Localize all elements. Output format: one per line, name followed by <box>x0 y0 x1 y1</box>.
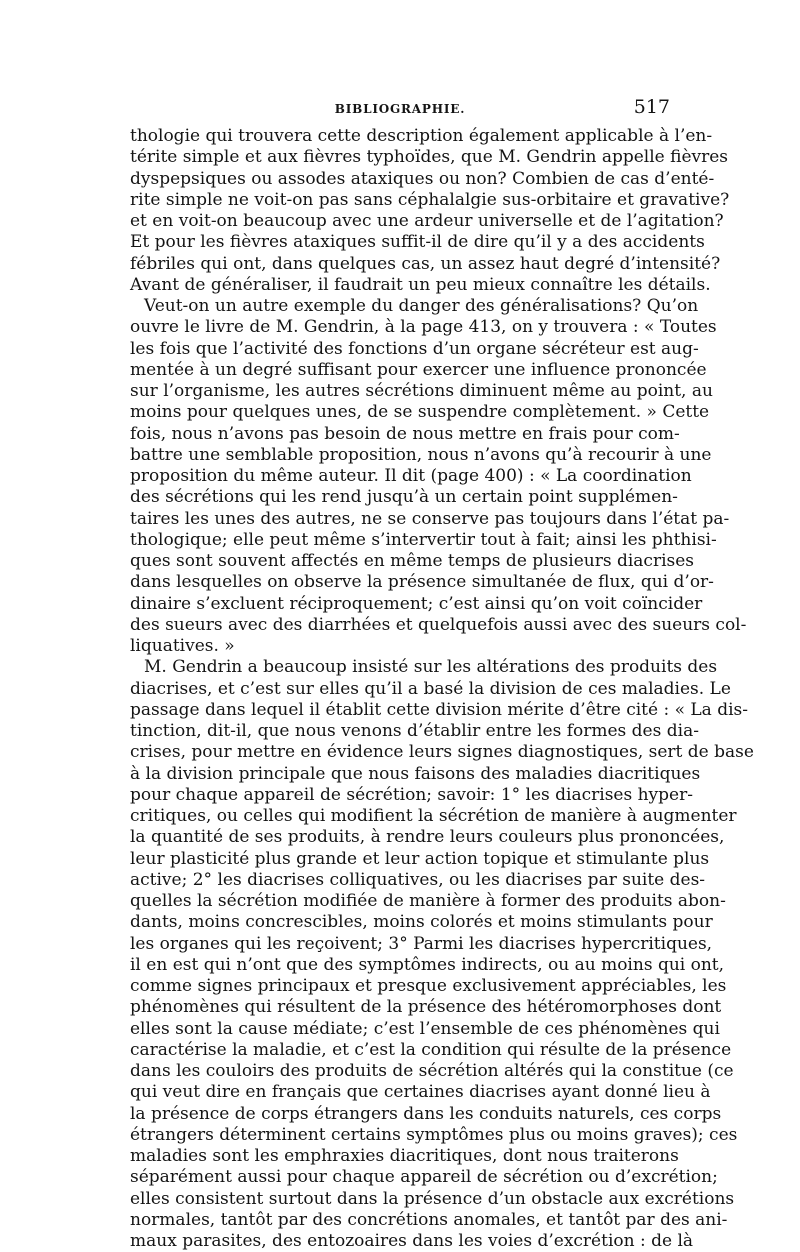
text-line: elles consistent surtout dans la présence d’un obstacle aux excrétions <box>130 1188 735 1209</box>
text-line: quelles la sécrétion modifiée de manière à former des produits abon- <box>130 891 726 911</box>
text-line: tinction, dit-il, que nous venons d’établir entre les formes des dia- <box>130 721 699 741</box>
text-line: caractérise la maladie, et c’est la condition qui résulte de la présence <box>130 1039 732 1060</box>
text-line: fois, nous n’avons pas besoin de nous mettre en frais pour com- <box>130 423 680 444</box>
text-line: liquatives. » <box>130 636 235 656</box>
text-line: pour chaque appareil de sécrétion; savoir: 1° les diacrises hyper- <box>130 784 693 805</box>
text-line: leur plasticité plus grande et leur action topique et stimulante plus <box>130 848 710 869</box>
text-line: térite simple et aux fièvres typhoïdes, que M. Gendrin appelle fièvres <box>130 147 729 168</box>
running-title: BIBLIOGRAPHIE. <box>334 102 466 116</box>
text-line: ouvre le livre de M. Gendrin, à la page 413, on y trouvera : « Toutes <box>130 317 717 338</box>
text-line: séparément aussi pour chaque appareil de sécrétion ou d’excrétion; <box>130 1167 718 1188</box>
body-text <box>130 126 754 1252</box>
text-line: des sueurs avec des diarrhées et quelquefois aussi avec des sueurs col- <box>130 614 747 635</box>
text-line: critiques, ou celles qui modifient la sécrétion de manière à augmenter <box>130 806 737 826</box>
text-line: dants, moins concrescibles, moins colorés et moins stimulants pour <box>130 912 713 933</box>
text-line: comme signes principaux et presque exclusivement appréciables, les <box>130 976 727 996</box>
text-line: qui veut dire en français que certaines diacrises ayant donné lieu à <box>130 1082 711 1103</box>
text-line: ques sont souvent affectés en même temps de plusieurs diacrises <box>130 551 695 571</box>
text-line: les organes qui les reçoivent; 3° Parmi les diacrises hypercritiques, <box>130 933 713 954</box>
text-line: passage dans lequel il établit cette division mérite d’être cité : « La dis- <box>130 699 749 720</box>
text-line: sur l’organisme, les autres sécrétions diminuent même au point, au <box>130 381 713 401</box>
text-line: étrangers déterminent certains symptômes plus ou moins graves); ces <box>130 1124 738 1145</box>
text-line: et en voit-on beaucoup avec une ardeur universelle et de l’agitation? <box>130 211 724 231</box>
text-line: thologie qui trouvera cette description également applicable à l’en- <box>130 126 713 146</box>
text-line: Veut-on un autre exemple du danger des généralisations? Qu’on <box>144 296 699 316</box>
text-line: M. Gendrin a beaucoup insisté sur les altérations des produits des <box>144 657 718 678</box>
text-line: diacrises, et c’est sur elles qu’il a basé la division de ces maladies. Le <box>130 678 731 699</box>
text-line: moins pour quelques unes, de se suspendre complètement. » Cette <box>130 402 710 423</box>
text-line: dans les couloirs des produits de sécrétion altérés qui la constitue (ce <box>130 1061 734 1081</box>
text-line: la quantité de ses produits, à rendre leurs couleurs plus prononcées, <box>130 827 725 848</box>
text-line: à la division principale que nous faisons des maladies diacritiques <box>130 763 701 784</box>
text-line: dans lesquelles on observe la présence simultanée de flux, qui d’or- <box>130 572 714 593</box>
text-line: mentée à un degré suffisant pour exercer une influence prononcée <box>130 359 707 380</box>
text-line: maux parasites, des entozoaires dans les voies d’excrétion : de là <box>130 1231 694 1251</box>
text-line: fébriles qui ont, dans quelques cas, un assez haut degré d’intensité? <box>130 253 721 274</box>
text-line: dinaire s’excluent réciproquement; c’est ainsi qu’on voit coïncider <box>130 593 703 614</box>
text-line: la présence de corps étrangers dans les conduits naturels, ces corps <box>130 1103 722 1124</box>
text-line: thologique; elle peut même s’intervertir tout à fait; ainsi les phthisi- <box>130 529 717 550</box>
page-header <box>130 96 670 124</box>
text-line: taires les unes des autres, ne se conserve pas toujours dans l’état pa- <box>130 508 730 529</box>
text-line: des sécrétions qui les rend jusqu’à un certain point supplémen- <box>130 487 678 508</box>
text-line: battre une semblable proposition, nous n’avons qu’à recourir à une <box>130 444 712 465</box>
text-line: rite simple ne voit-on pas sans céphalalgie sus-orbitaire et gravative? <box>130 189 730 210</box>
text-line: crises, pour mettre en évidence leurs signes diagnostiques, sert de base <box>130 742 754 763</box>
text-line: Et pour les fièvres ataxiques suffit-il de dire qu’il y a des accidents <box>130 232 705 253</box>
page-number: 517 <box>633 96 670 118</box>
text-line: Avant de généraliser, il faudrait un peu mieux connaître les détails. <box>130 274 711 295</box>
text-line: maladies sont les emphraxies diacritiques, dont nous traiterons <box>130 1146 679 1166</box>
text-line: les fois que l’activité des fonctions d’un organe sécréteur est aug- <box>130 338 699 359</box>
text-line: dyspepsiques ou assodes ataxiques ou non? Combien de cas d’enté- <box>130 168 715 189</box>
text-line: proposition du même auteur. Il dit (page 400) : « La coordination <box>130 466 692 486</box>
text-line: normales, tantôt par des concrétions anomales, et tantôt par des ani- <box>130 1209 728 1230</box>
text-line: active; 2° les diacrises colliquatives, ou les diacrises par suite des- <box>130 869 706 890</box>
text-line: phénomènes qui résultent de la présence des hétéromorphoses dont <box>130 997 722 1018</box>
book-page <box>130 96 754 1252</box>
text-line: il en est qui n’ont que des symptômes indirects, ou au moins qui ont, <box>130 954 725 975</box>
text-line: elles sont la cause médiate; c’est l’ensemble de ces phénomènes qui <box>130 1018 720 1039</box>
